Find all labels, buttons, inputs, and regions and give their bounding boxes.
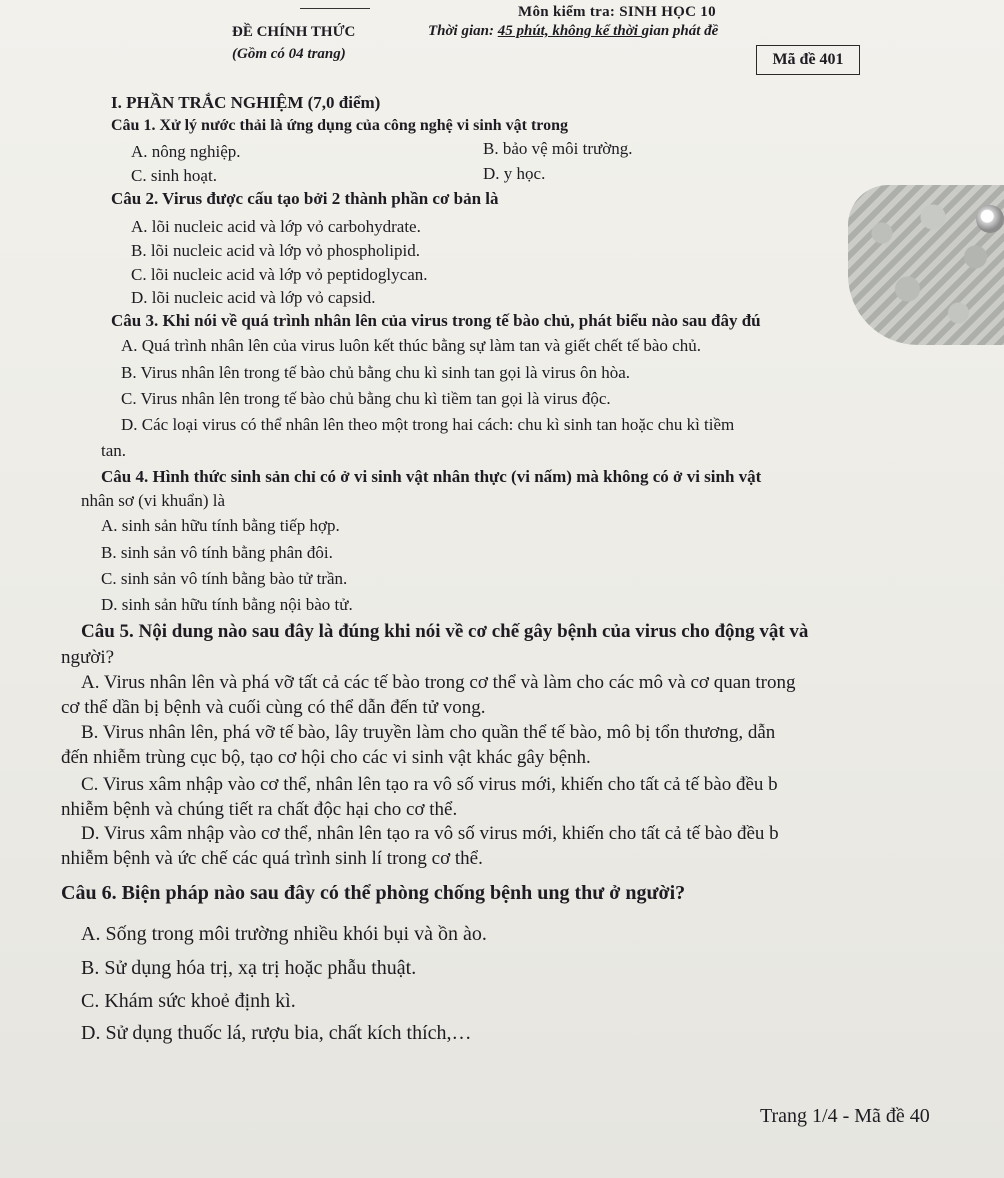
q1-stem: Câu 1. Xử lý nước thải là ứng dụng của công nghệ vi sinh vật trong: [111, 117, 569, 134]
q2-option-a: A. lõi nucleic acid và lớp vỏ carbohydrate.: [131, 217, 421, 236]
time-note: Thời gian: 45 phút, không kể thời gian phát đề: [428, 23, 719, 39]
q3-option-c: C. Virus nhân lên trong tế bào chủ bằng chu kì tiềm tan gọi là virus độc.: [121, 389, 611, 408]
q6-option-b: B. Sử dụng hóa trị, xạ trị hoặc phẫu thuật.: [81, 957, 417, 979]
q4-stem-line2: nhân sơ (vi khuẩn) là: [81, 491, 226, 510]
q2-option-b: B. lõi nucleic acid và lớp vỏ phospholipid.: [131, 241, 420, 260]
q4-stem-line1: Câu 4. Hình thức sinh sản chỉ có ở vi sinh vật nhân thực (vi nấm) mà không có ở vi sinh vật: [101, 467, 762, 486]
q4-option-d: D. sinh sản hữu tính bằng nội bào tử.: [101, 595, 353, 614]
q2-option-d: D. lõi nucleic acid và lớp vỏ capsid.: [131, 288, 376, 307]
q5-option-a-line1: A. Virus nhân lên và phá vỡ tất cả các tế bào trong cơ thể và làm cho các mô và cơ quan trong: [81, 672, 796, 693]
q5-option-c-line1: C. Virus xâm nhập vào cơ thể, nhân lên tạo ra vô số virus mới, khiến cho tất cả tế bào đều b: [81, 774, 778, 795]
q5-option-d-line1: D. Virus xâm nhập vào cơ thể, nhân lên tạo ra vô số virus mới, khiến cho tất cả tế bào đều b: [81, 823, 779, 844]
exam-code-box: [756, 45, 860, 75]
q3-option-d-line1: D. Các loại virus có thể nhân lên theo một trong hai cách: chu kì sinh tan hoặc chu kì tiềm: [121, 415, 735, 434]
q3-option-b: B. Virus nhân lên trong tế bào chủ bằng chu kì sinh tan gọi là virus ôn hòa.: [121, 363, 631, 382]
q5-stem-line1: Câu 5. Nội dung nào sau đây là đúng khi nói về cơ chế gây bệnh của virus cho động vật và: [81, 621, 809, 642]
q2-stem: Câu 2. Virus được cấu tạo bởi 2 thành phần cơ bản là: [111, 189, 499, 208]
page-footer: Trang 1/4 - Mã đề 40: [760, 1105, 930, 1127]
q4-option-c: C. sinh sản vô tính bằng bào tử trần.: [101, 569, 348, 588]
official-label: ĐỀ CHÍNH THỨC: [232, 24, 356, 40]
q2-option-c: C. lõi nucleic acid và lớp vỏ peptidoglycan.: [131, 265, 428, 284]
q5-option-a-line2: cơ thể dần bị bệnh và cuối cùng có thể dẫn đến tử vong.: [61, 697, 486, 718]
q3-option-a: A. Quá trình nhân lên của virus luôn kết thúc bằng sự làm tan và giết chết tế bào chủ.: [121, 336, 701, 355]
q5-option-b-line2: đến nhiễm trùng cục bộ, tạo cơ hội cho các vi sinh vật khác gây bệnh.: [61, 747, 591, 768]
q3-option-d-line2: tan.: [101, 441, 127, 460]
q1-option-c: C. sinh hoạt.: [131, 166, 217, 185]
q3-stem: Câu 3. Khi nói về quá trình nhân lên của virus trong tế bào chủ, phát biểu nào sau đây đú: [111, 311, 761, 330]
q6-stem: Câu 6. Biện pháp nào sau đây có thể phòng chống bệnh ung thư ở người?: [61, 882, 686, 904]
q5-option-c-line2: nhiễm bệnh và chúng tiết ra chất độc hại cho cơ thể.: [61, 799, 458, 820]
q4-option-b: B. sinh sản vô tính bằng phân đôi.: [101, 543, 333, 562]
needle-tip: [976, 205, 1004, 233]
q6-option-d: D. Sử dụng thuốc lá, rượu bia, chất kích thích,…: [81, 1022, 472, 1044]
q1-option-d: D. y học.: [483, 164, 546, 183]
section-title: I. PHẦN TRẮC NGHIỆM (7,0 điểm): [111, 93, 381, 112]
q1-option-a: A. nông nghiệp.: [131, 142, 241, 161]
exam-code: Mã đề 401: [772, 51, 844, 68]
q5-stem-line2: người?: [61, 647, 115, 668]
q6-option-c: C. Khám sức khoẻ định kì.: [81, 990, 296, 1012]
q5-option-b-line1: B. Virus nhân lên, phá vỡ tế bào, lây truyền làm cho quần thể tế bào, mô bị tổn thương, dẫn: [81, 722, 776, 743]
q6-option-a: A. Sống trong môi trường nhiều khói bụi và ồn ào.: [81, 923, 487, 945]
top-rule: [300, 8, 370, 9]
q4-option-a: A. sinh sản hữu tính bằng tiếp hợp.: [101, 516, 340, 535]
q1-option-b: B. bảo vệ môi trường.: [483, 139, 633, 158]
page-count: (Gồm có 04 trang): [232, 46, 346, 62]
q5-option-d-line2: nhiễm bệnh và ức chế các quá trình sinh lí trong cơ thể.: [61, 848, 483, 869]
subject-line: Môn kiểm tra: SINH HỌC 10: [518, 4, 716, 20]
